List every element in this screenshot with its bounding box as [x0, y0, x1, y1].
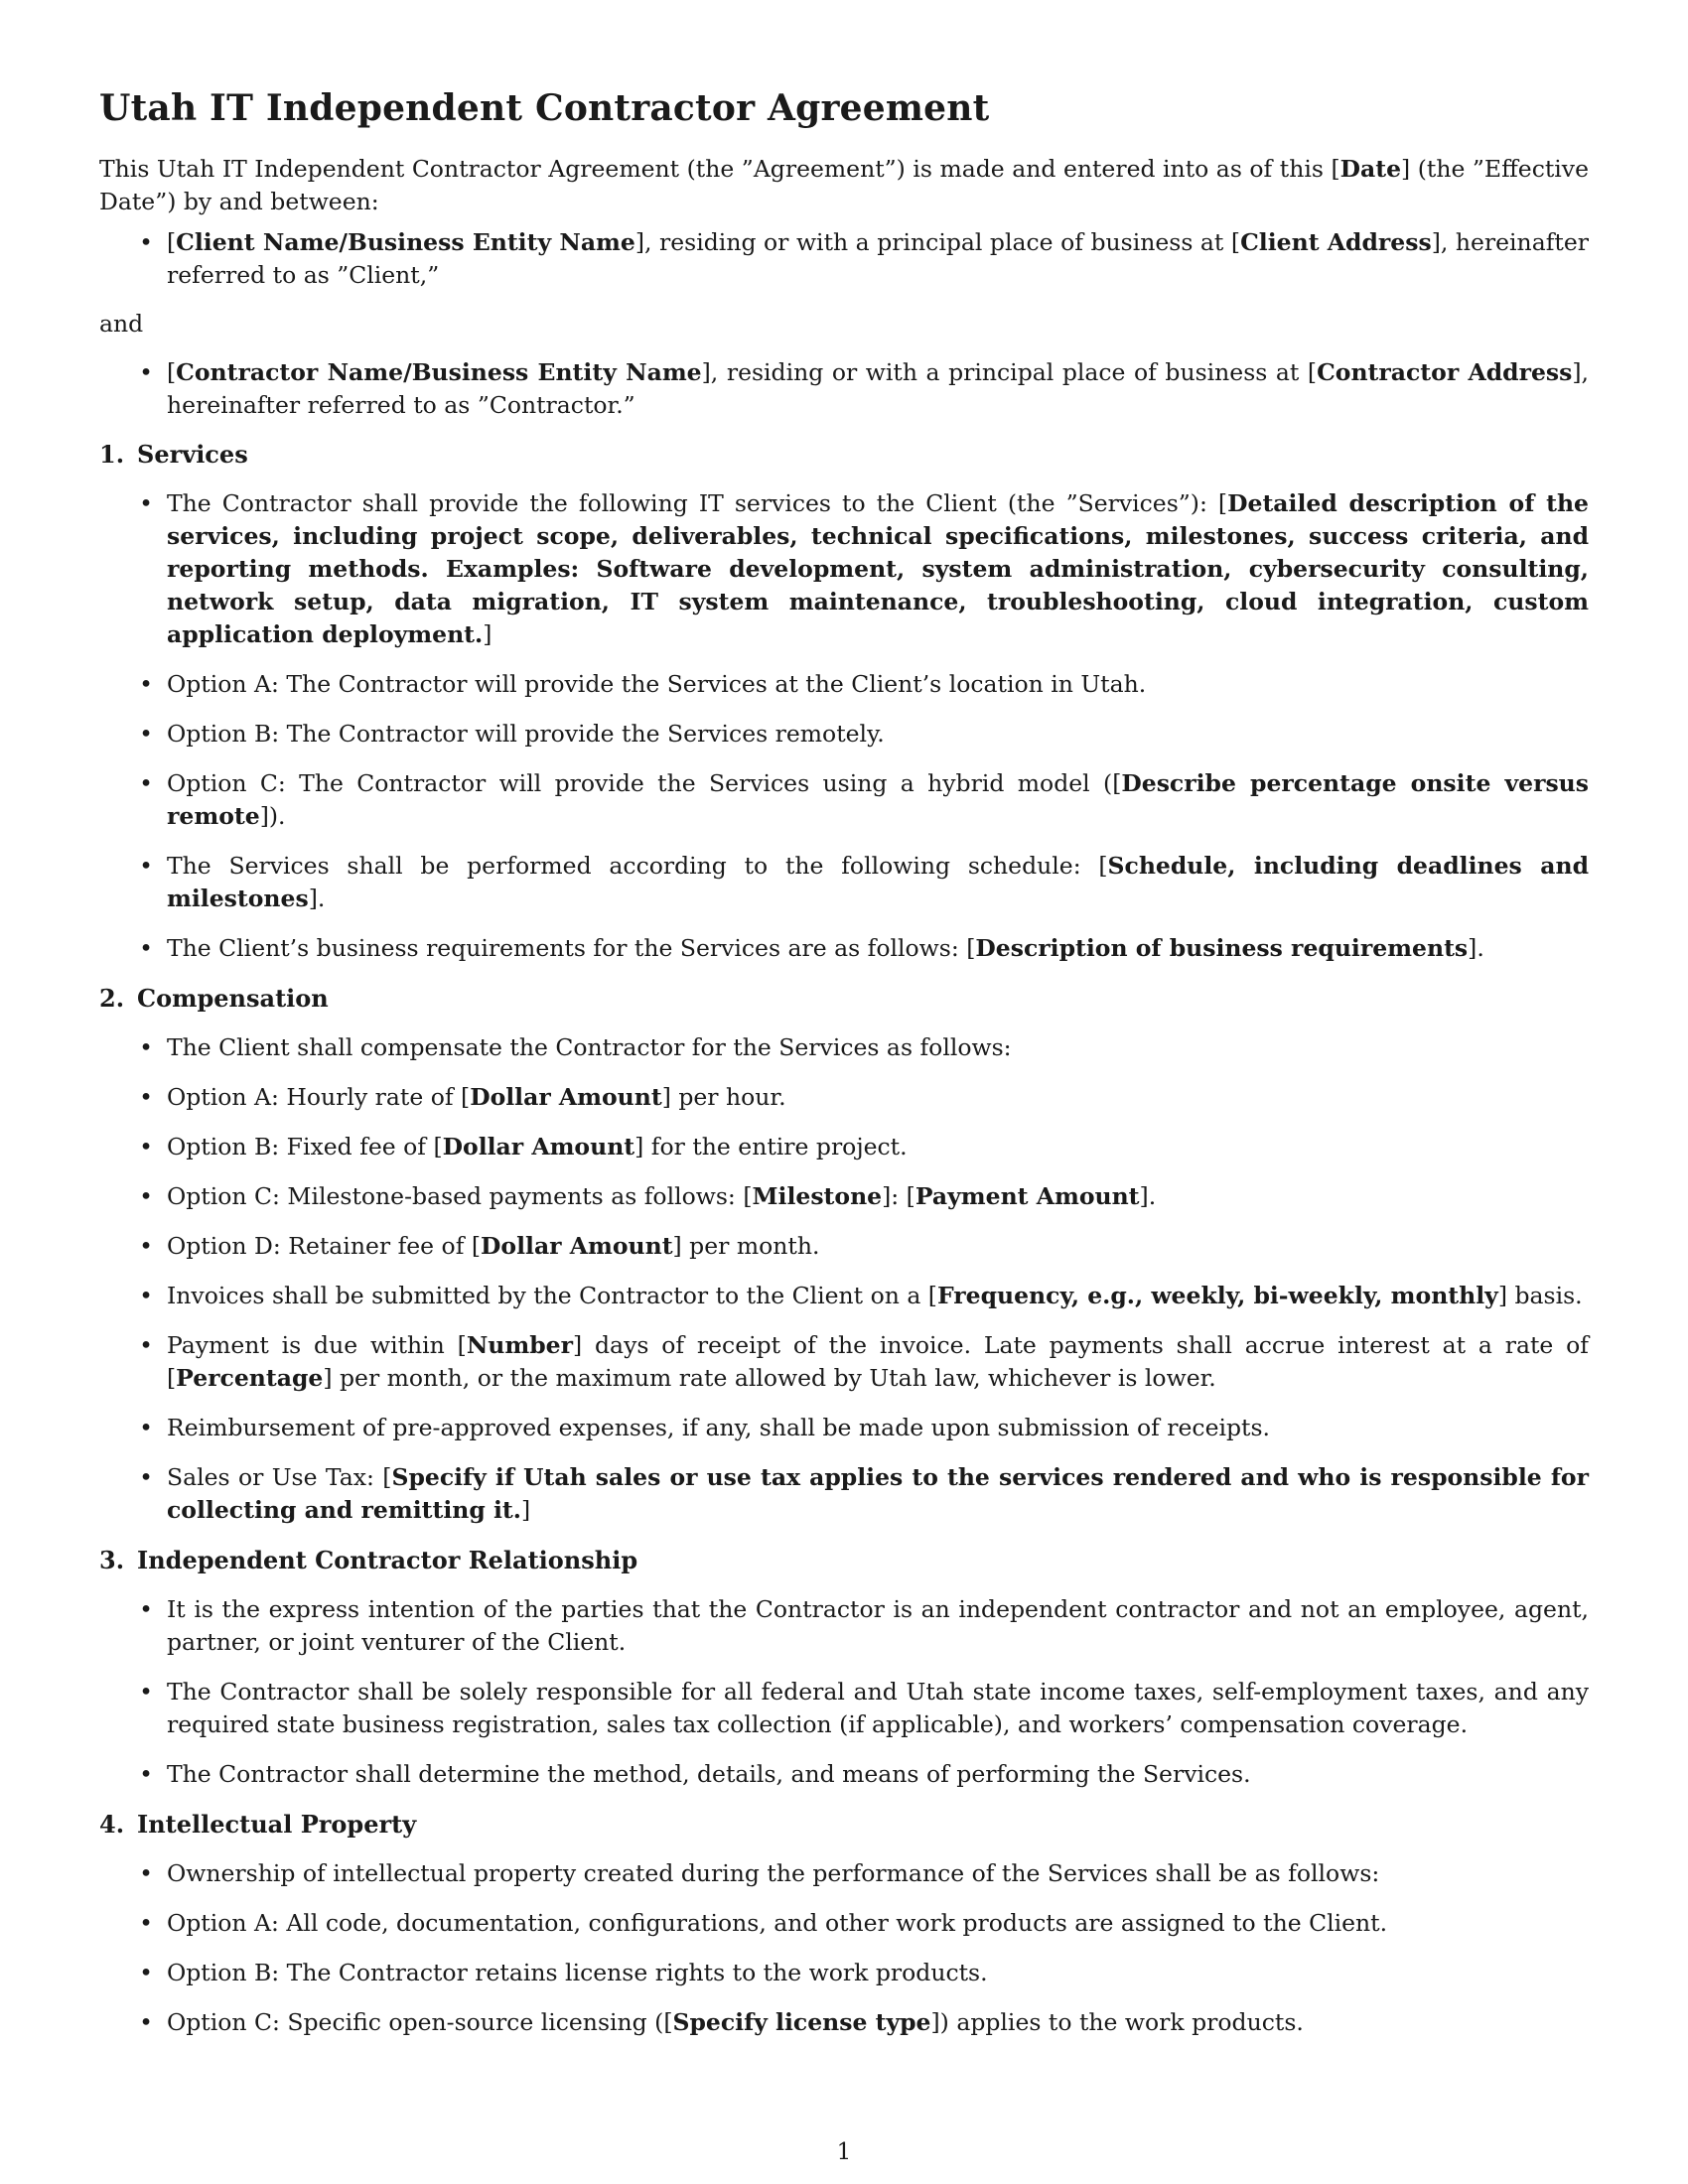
item-text: Reimbursement of pre-approved expenses, if any, shall be made upon submission of receipts. — [167, 1414, 1271, 1441]
section-heading — [99, 1808, 1589, 1841]
party-client — [99, 226, 1589, 292]
bullet-icon: • — [139, 1414, 153, 1441]
contractor-address-placeholder: Contractor Address — [1317, 358, 1573, 386]
item-text: The Contractor shall provide the following IT services to the Client (the ”Services”): [ — [167, 489, 1228, 517]
placeholder-text: Detailed description of the services, including project scope, deliverables, technical specifications, milestones, success criteria, and reporting methods. Examples: Software development, system administration, cybersecurity consulting, network setup, data migration, IT system maintenance, troubleshooting, cloud integration, custom application deployment. — [167, 489, 1589, 648]
list-item — [99, 718, 1589, 751]
list-item — [99, 767, 1589, 833]
section-heading — [99, 1544, 1589, 1576]
page-number: 1 — [836, 2139, 852, 2165]
section-number: 1. — [99, 440, 125, 469]
item-text: ]: [ — [882, 1182, 915, 1210]
list-item — [99, 1957, 1589, 1989]
bullet-icon: • — [139, 1331, 153, 1359]
bullet-icon: • — [139, 1463, 153, 1491]
section-number: 4. — [99, 1810, 125, 1839]
section-list — [99, 1593, 1589, 1791]
intro-paragraph — [99, 153, 1589, 218]
section-list — [99, 1031, 1589, 1527]
list-item — [99, 1031, 1589, 1064]
bullet-icon: • — [139, 1595, 153, 1623]
item-text: Invoices shall be submitted by the Contractor to the Client on a [ — [167, 1282, 937, 1309]
list-item — [99, 1180, 1589, 1213]
bullet-icon: • — [139, 769, 153, 797]
item-text: Option C: Specific open-source licensing ([ — [167, 2008, 673, 2036]
list-item — [99, 487, 1589, 651]
bullet-icon: • — [139, 720, 153, 748]
placeholder-text: Schedule, including deadlines and milestones — [167, 852, 1589, 912]
placeholder-text: Describe percentage onsite versus remote — [167, 769, 1590, 830]
list-item — [99, 1412, 1589, 1444]
party-text-tail: ], hereinafter referred to as ”Contractor.” — [167, 358, 1590, 419]
item-text: ]) applies to the work products. — [930, 2008, 1304, 2036]
item-text: Option C: The Contractor will provide the Services using a hybrid model ([ — [167, 769, 1122, 797]
placeholder-text: Dollar Amount — [481, 1232, 673, 1260]
list-item — [99, 1081, 1589, 1114]
bullet-icon: • — [139, 1033, 153, 1061]
item-text: Option B: The Contractor will provide the Services remotely. — [167, 720, 885, 748]
item-text: Option A: All code, documentation, configurations, and other work products are assigned to the Client. — [167, 1909, 1388, 1937]
list-item — [99, 1230, 1589, 1263]
list-item — [99, 668, 1589, 701]
bullet-icon: • — [139, 1959, 153, 1986]
bullet-icon: • — [139, 358, 153, 386]
list-item — [99, 850, 1589, 915]
section-list — [99, 487, 1589, 965]
item-text: ]. — [308, 885, 326, 912]
intro-text: This Utah IT Independent Contractor Agreement (the ”Agreement”) is made and entered into as of this [ — [99, 155, 1340, 183]
bullet-icon: • — [139, 1282, 153, 1309]
item-text: The Client’s business requirements for the Services are as follows: [ — [167, 934, 976, 962]
placeholder-text: Frequency, e.g., weekly, bi-weekly, monthly — [936, 1282, 1498, 1309]
list-item — [99, 1131, 1589, 1163]
item-text: The Contractor shall determine the method, details, and means of performing the Services. — [167, 1760, 1251, 1788]
bullet-icon: • — [139, 934, 153, 962]
party-text: ], residing or with a principal place of business at [ — [634, 228, 1241, 256]
bullet-icon: • — [139, 1859, 153, 1887]
bullet-icon: • — [139, 228, 153, 256]
list-item — [99, 1676, 1589, 1741]
bullet-icon: • — [139, 1909, 153, 1937]
party-text-tail: ], hereinafter referred to as ”Client,” — [167, 228, 1589, 289]
bracket: [ — [167, 358, 177, 386]
item-text: The Client shall compensate the Contractor for the Services as follows: — [167, 1033, 1012, 1061]
bullet-icon: • — [139, 1133, 153, 1160]
contractor-party-list — [99, 356, 1589, 422]
item-text: Option D: Retainer fee of [ — [167, 1232, 482, 1260]
item-text: Ownership of intellectual property created during the performance of the Services shall be as follows: — [167, 1859, 1380, 1887]
bullet-icon: • — [139, 1760, 153, 1788]
section-heading — [99, 438, 1589, 471]
placeholder-text: Number — [466, 1331, 574, 1359]
item-text: ] per month. — [672, 1232, 820, 1260]
bullet-icon: • — [139, 1232, 153, 1260]
bullet-icon: • — [139, 852, 153, 880]
item-text: ] for the entire project. — [634, 1133, 908, 1160]
section-title: Services — [137, 440, 248, 469]
section-heading — [99, 982, 1589, 1015]
item-text: ] per month, or the maximum rate allowed by Utah law, whichever is lower. — [323, 1364, 1216, 1392]
bullet-icon: • — [139, 1182, 153, 1210]
item-text: It is the express intention of the parties that the Contractor is an independent contractor and not an employee, agent, partner, or joint venturer of the Client. — [167, 1595, 1589, 1656]
list-item — [99, 1857, 1589, 1890]
client-address-placeholder: Client Address — [1240, 228, 1432, 256]
bullet-icon: • — [139, 2008, 153, 2036]
list-item — [99, 932, 1589, 965]
item-text: Option B: Fixed fee of [ — [167, 1133, 443, 1160]
placeholder-text: Dollar Amount — [470, 1083, 662, 1111]
placeholder-text: Payment Amount — [914, 1182, 1140, 1210]
item-text: ] — [520, 1496, 531, 1524]
item-text: The Contractor shall be solely responsible for all federal and Utah state income taxes, self-employment taxes, and any required state business registration, sales tax collection (if applicable), and workers’ compensation coverage. — [167, 1678, 1589, 1738]
section-title: Intellectual Property — [137, 1810, 417, 1839]
client-party-list — [99, 226, 1589, 292]
item-text: The Services shall be performed according to the following schedule: [ — [167, 852, 1108, 880]
date-placeholder: Date — [1339, 155, 1402, 183]
item-text: ] basis. — [1497, 1282, 1583, 1309]
section-title: Independent Contractor Relationship — [137, 1546, 638, 1574]
item-text: ] — [483, 620, 492, 648]
list-item — [99, 1593, 1589, 1659]
placeholder-text: Specify if Utah sales or use tax applies to the services rendered and who is responsible for collecting and remitting it. — [167, 1463, 1589, 1524]
placeholder-text: Percentage — [176, 1364, 324, 1392]
intro-text-tail: ] (the ”Effective Date”) by and between: — [99, 155, 1589, 215]
bullet-icon: • — [139, 1083, 153, 1111]
section-list — [99, 1857, 1589, 2039]
party-contractor — [99, 356, 1589, 422]
section-title: Compensation — [137, 984, 329, 1013]
list-item — [99, 1461, 1589, 1527]
item-text: Option A: The Contractor will provide the Services at the Client’s location in Utah. — [167, 670, 1147, 698]
contractor-name-placeholder: Contractor Name/Business Entity Name — [176, 358, 702, 386]
item-text: Option A: Hourly rate of [ — [167, 1083, 471, 1111]
item-text: ] per hour. — [661, 1083, 786, 1111]
bullet-icon: • — [139, 670, 153, 698]
placeholder-text: Description of business requirements — [975, 934, 1469, 962]
placeholder-text: Specify license type — [672, 2008, 931, 2036]
item-text: Sales or Use Tax: [ — [167, 1463, 392, 1491]
item-text: ]. — [1139, 1182, 1157, 1210]
item-text: Payment is due within [ — [167, 1331, 467, 1359]
bullet-icon: • — [139, 1678, 153, 1706]
placeholder-text: Milestone — [752, 1182, 883, 1210]
section-number: 3. — [99, 1546, 125, 1574]
bracket: [ — [167, 228, 177, 256]
placeholder-text: Dollar Amount — [442, 1133, 635, 1160]
list-item — [99, 1758, 1589, 1791]
party-text: ], residing or with a principal place of business at [ — [701, 358, 1318, 386]
client-name-placeholder: Client Name/Business Entity Name — [176, 228, 635, 256]
bullet-icon: • — [139, 489, 153, 517]
item-text: ] days of receipt of the invoice. Late payments shall accrue interest at a rate of [ — [167, 1331, 1589, 1392]
list-item — [99, 1907, 1589, 1940]
and-text: and — [99, 310, 144, 338]
list-item — [99, 1329, 1589, 1395]
section-number: 2. — [99, 984, 125, 1013]
item-text: Option B: The Contractor retains license rights to the work products. — [167, 1959, 988, 1986]
item-text: ]. — [1468, 934, 1484, 962]
list-item — [99, 1280, 1589, 1312]
list-item — [99, 2006, 1589, 2039]
sections-container — [99, 438, 1589, 2039]
document-title: Utah IT Independent Contractor Agreement — [99, 87, 990, 129]
item-text: Option C: Milestone-based payments as follows: [ — [167, 1182, 753, 1210]
item-text: ]). — [259, 802, 286, 830]
